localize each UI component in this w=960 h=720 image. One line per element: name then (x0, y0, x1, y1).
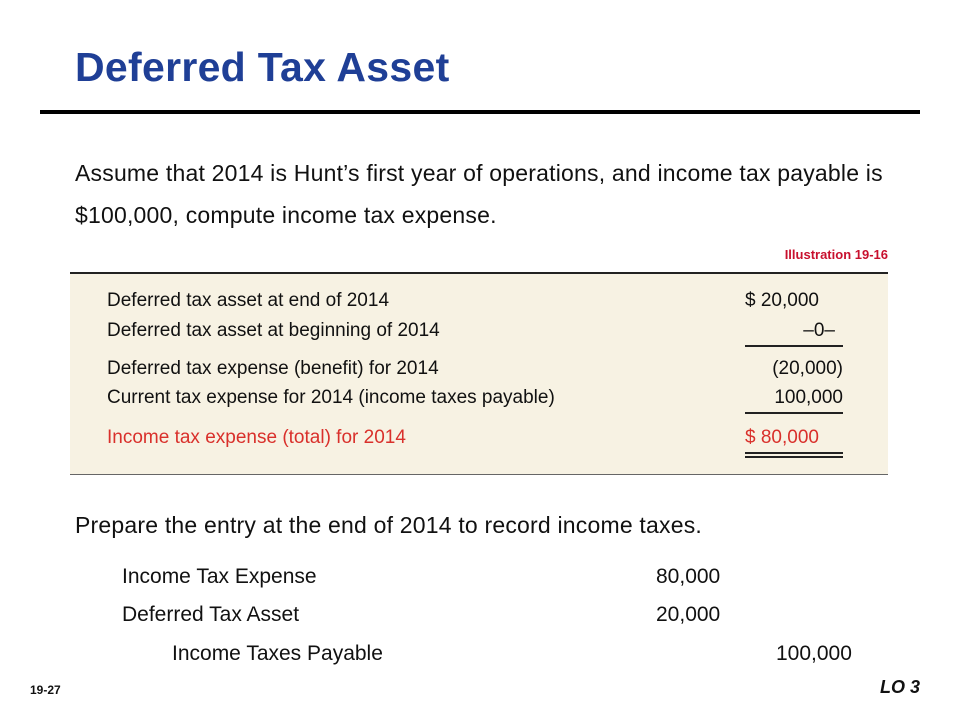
intro-text: Assume that 2014 is Hunt’s first year of operations, and income tax payable is $100,000, compute income tax expense. (75, 160, 883, 228)
journal-account: Income Tax Expense (122, 565, 317, 588)
illustration-total-label: Income tax expense (total) for 2014 (107, 427, 406, 448)
entry-prompt: Prepare the entry at the end of 2014 to record income taxes. (75, 512, 702, 538)
journal-account: Income Taxes Payable (172, 642, 383, 665)
journal-credit: 100,000 (776, 642, 852, 665)
slide-title: Deferred Tax Asset (75, 44, 450, 90)
slide-number: 19-27 (30, 683, 61, 697)
illustration-row-amount: (20,000) (772, 358, 843, 379)
title-divider (40, 110, 920, 114)
subtotal-underline (745, 345, 843, 347)
total-double-underline (745, 452, 843, 454)
journal-account: Deferred Tax Asset (122, 603, 300, 626)
subtotal-underline (745, 412, 843, 414)
illustration-row-label: Deferred tax asset at beginning of 2014 (107, 320, 440, 341)
illustration-row-amount: 100,000 (774, 387, 843, 408)
illustration-row-amount: $ 20,000 (745, 290, 819, 311)
illustration-table (70, 272, 888, 475)
illustration-row-amount: –0– (803, 320, 835, 341)
illustration-row-label: Deferred tax expense (benefit) for 2014 (107, 358, 439, 379)
total-double-underline (745, 456, 843, 458)
illustration-total-amount: $ 80,000 (745, 427, 819, 448)
learning-objective: LO 3 (880, 677, 921, 697)
illustration-row-label: Current tax expense for 2014 (income taxes payable) (107, 387, 555, 408)
journal-debit: 80,000 (656, 565, 721, 588)
illustration-row-label: Deferred tax asset at end of 2014 (107, 290, 390, 311)
journal-debit: 20,000 (656, 603, 721, 626)
illustration-label: Illustration 19-16 (784, 247, 888, 262)
